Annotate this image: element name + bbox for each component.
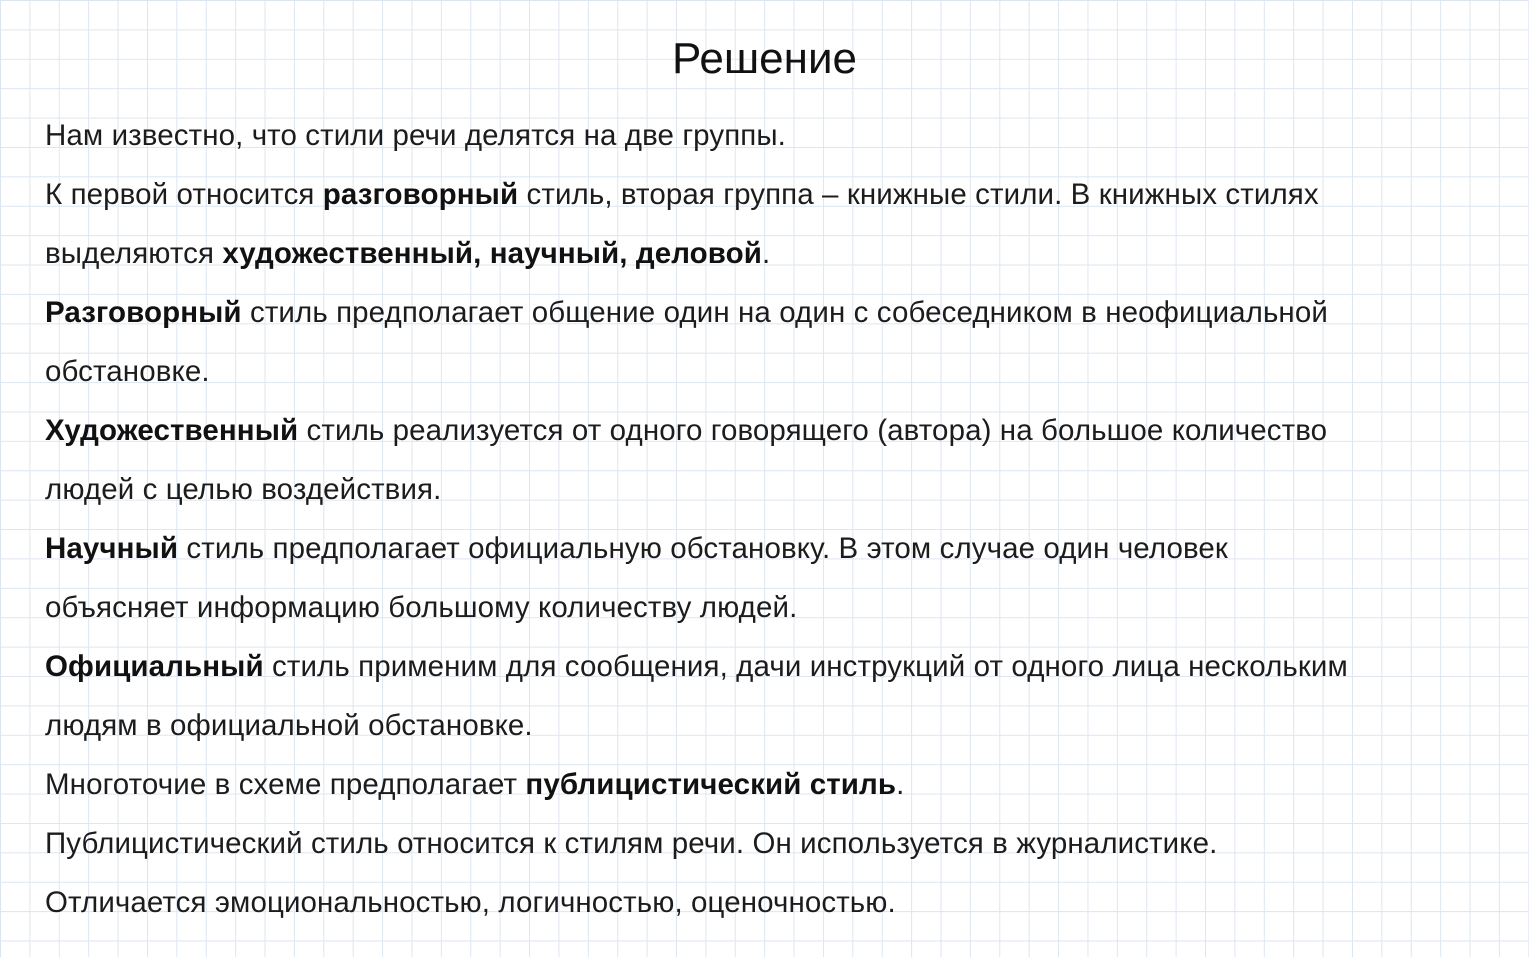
text-span: Отличается эмоциональностью, логичностью, оценочностью. [45,886,896,919]
text-line-14 [45,873,1505,932]
text-span: обстановке. [45,355,210,388]
text-span: Многоточие в схеме предполагает [45,768,526,801]
text-span: стиль предполагает общение один на один с собеседником в неофициальной [241,296,1328,329]
text-span: стиль применим для сообщения, дачи инструкций от одного лица нескольким [263,650,1348,683]
text-span: К первой относится [45,178,323,211]
text-span: стиль предполагает официальную обстановку. В этом случае один человек [178,532,1228,565]
text-line-13 [45,814,1505,873]
text-line-4 [45,283,1505,342]
page-title: Решение [671,34,857,83]
text-span: людей с целью воздействия. [45,473,442,506]
text-line-8 [45,519,1505,578]
text-span: объясняет информацию большому количеству людей. [45,591,798,624]
text-span: . [762,237,771,270]
text-line-11 [45,696,1505,755]
text-span: Публицистический стиль относится к стилям речи. Он используется в журналистике. [45,827,1218,860]
text-span: выделяются [45,237,223,270]
text-line-5 [45,342,1505,401]
bold-term: Официальный [45,650,264,683]
bold-term: Художественный [45,414,299,447]
solution-text [45,106,1505,932]
text-span: стиль реализуется от одного говорящего (автора) на большое количество [298,414,1328,447]
text-span: стиль, вторая группа – книжные стили. В книжных стилях [518,178,1319,211]
text-line-9 [45,578,1505,637]
text-line-12 [45,755,1505,814]
text-span: . [896,768,905,801]
text-line-3 [45,224,1505,283]
bold-term: публицистический стиль [525,768,897,801]
text-line-10 [45,637,1505,696]
text-span: людям в официальной обстановке. [45,709,533,742]
text-line-7 [45,460,1505,519]
text-line-1 [45,106,1505,165]
text-span: Нам известно, что стили речи делятся на две группы. [45,119,786,152]
text-line-2 [45,165,1505,224]
bold-term: Разговорный [45,296,242,329]
text-line-6 [45,401,1505,460]
bold-term: художественный, научный, деловой [222,237,762,270]
bold-term: разговорный [322,178,519,211]
bold-term: Научный [45,532,179,565]
